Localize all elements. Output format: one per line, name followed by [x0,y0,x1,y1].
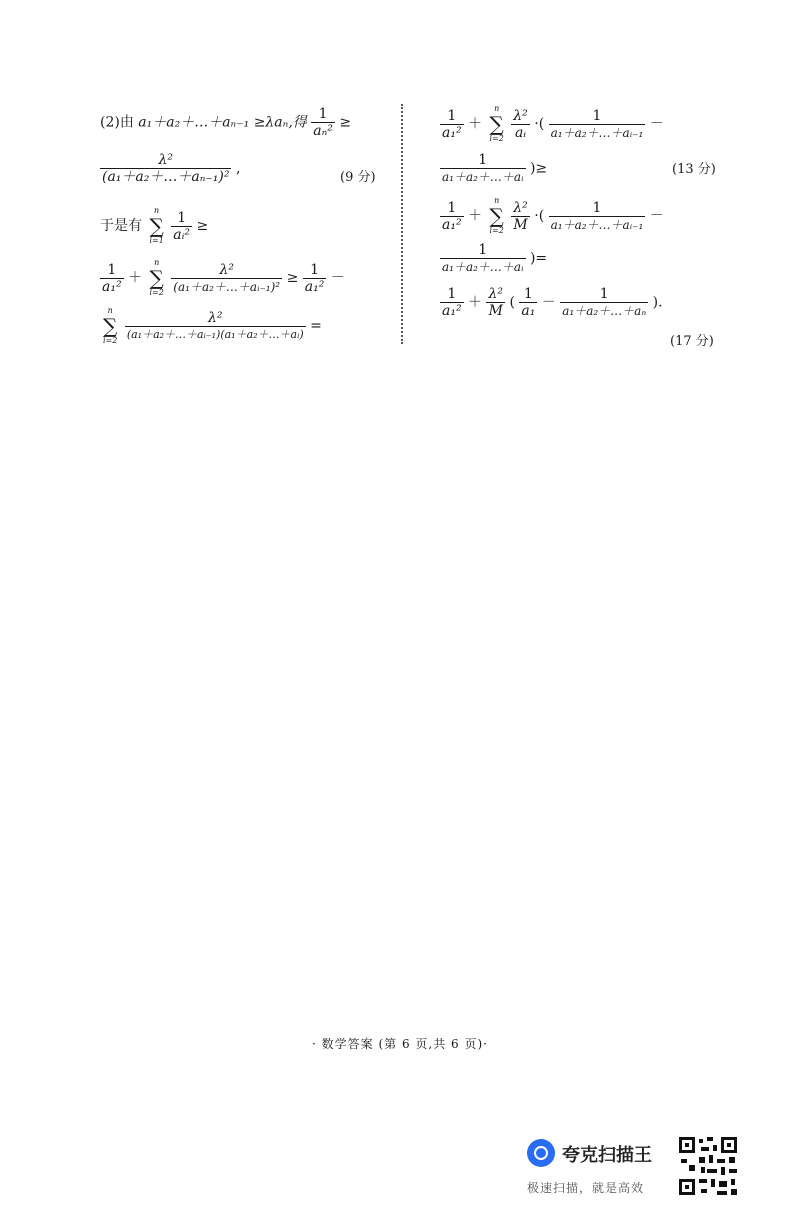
sum-symbol: n ∑ i=2 [489,196,504,235]
fraction: $\frac{\text{λ²}}{\text{(a₁＋a₂＋…＋aᵢ₋₁)(a₁＋a₂＋…＋aᵢ)}}$ [126,309,304,341]
math-expr: ≥λaₙ,得 [253,114,307,131]
fraction: $\frac{1}{\text{a₁²}}$ [442,286,462,319]
fraction: $\frac{1}{\text{a₁＋a₂＋…＋aᵢ}}$ [442,152,524,184]
eq-line-r2 [440,152,547,185]
eq-line-3 [100,206,208,246]
math-op: ≥ [339,114,352,131]
sum-symbol: n ∑ i=2 [103,306,118,345]
sum-symbol: n ∑ i=2 [489,104,504,143]
math-op: ＋ [468,208,483,224]
math-op: － [330,270,345,286]
math-op: ≥ [196,218,209,234]
fraction: $\frac{1}{\text{a₁²}}$ [442,199,462,233]
math-op: ＋ [468,116,483,132]
eq-line-r4 [440,242,547,275]
text: 于是有 [100,218,142,234]
math-op: ( [509,294,515,311]
fraction: $\frac{\text{λ²}}{\text{(a₁＋a₂＋…＋aₙ₋₁)²}}$ [102,152,230,185]
scanner-logo-icon [527,1139,555,1167]
page-footer: · 数学答案 (第 6 页,共 6 页)· [312,1037,488,1051]
math-expr: a₁＋a₂＋…＋aₙ₋₁ [138,114,250,131]
column-divider [401,104,403,344]
eq-line-r3 [440,196,664,236]
watermark-brand: 夸克扫描王 [562,1145,652,1166]
fraction: $\frac{\text{λ²}}{M}$ [513,199,528,233]
eq-line-5 [100,306,322,346]
math-op: － [649,116,664,132]
fraction: $\frac{1}{\text{a₁²}}$ [304,261,325,295]
fraction: $\frac{1}{\text{a₁＋a₂＋…＋aₙ}}$ [562,286,647,318]
text: (2)由 [100,114,134,131]
qr-code-icon [677,1135,739,1197]
score-mark: (13 分) [672,162,716,177]
math-op: ≥ [286,270,299,286]
math-op: ＋ [468,294,483,311]
math-op: － [649,208,664,224]
eq-line-4 [100,258,345,298]
fraction: $\frac{1}{\text{a₁＋a₂＋…＋aᵢ}}$ [442,242,524,274]
eq-line-2 [100,152,240,185]
eq-line-1 [100,106,351,139]
math-op: , [235,160,241,177]
fraction: $\frac{1}{\text{aᵢ²}}$ [173,209,191,243]
eq-line-r5 [440,286,663,319]
fraction: $\frac{1}{\text{a₁＋a₂＋…＋aᵢ₋₁}}$ [550,107,644,140]
fraction: $\frac{\text{λ²}}{\text{(a₁＋a₂＋…＋aᵢ₋₁)²}}$ [173,261,281,294]
eq-line-r1 [440,104,664,144]
fraction: $\frac{\text{λ²}}{M}$ [488,286,503,319]
fraction: $\frac{1}{\text{aₙ²}}$ [313,106,333,139]
fraction: $\frac{1}{\text{a₁}}$ [521,286,536,319]
score-mark: (9 分) [340,170,376,185]
math-op: ＋ [128,270,143,286]
math-op: － [541,294,556,311]
fraction: $\frac{1}{\text{a₁²}}$ [442,107,462,141]
math-op: ·( [534,208,545,224]
fraction: $\frac{1}{\text{a₁²}}$ [102,261,122,295]
sum-symbol: n ∑ i=2 [149,258,164,297]
math-op: ·( [534,116,545,132]
math-op: = [310,318,322,334]
score-mark: (17 分) [670,334,714,349]
scanner-watermark [527,1135,742,1197]
fraction: $\frac{\text{λ²}}{\text{aᵢ}}$ [513,107,528,141]
math-op: ). [652,294,663,311]
sum-symbol: n ∑ i=1 [149,206,164,245]
fraction: $\frac{1}{\text{a₁＋a₂＋…＋aᵢ₋₁}}$ [550,199,644,232]
watermark-slogan: 极速扫描，就是高效 [527,1181,645,1195]
math-op: )≥ [529,160,548,177]
math-op: )= [529,250,548,267]
